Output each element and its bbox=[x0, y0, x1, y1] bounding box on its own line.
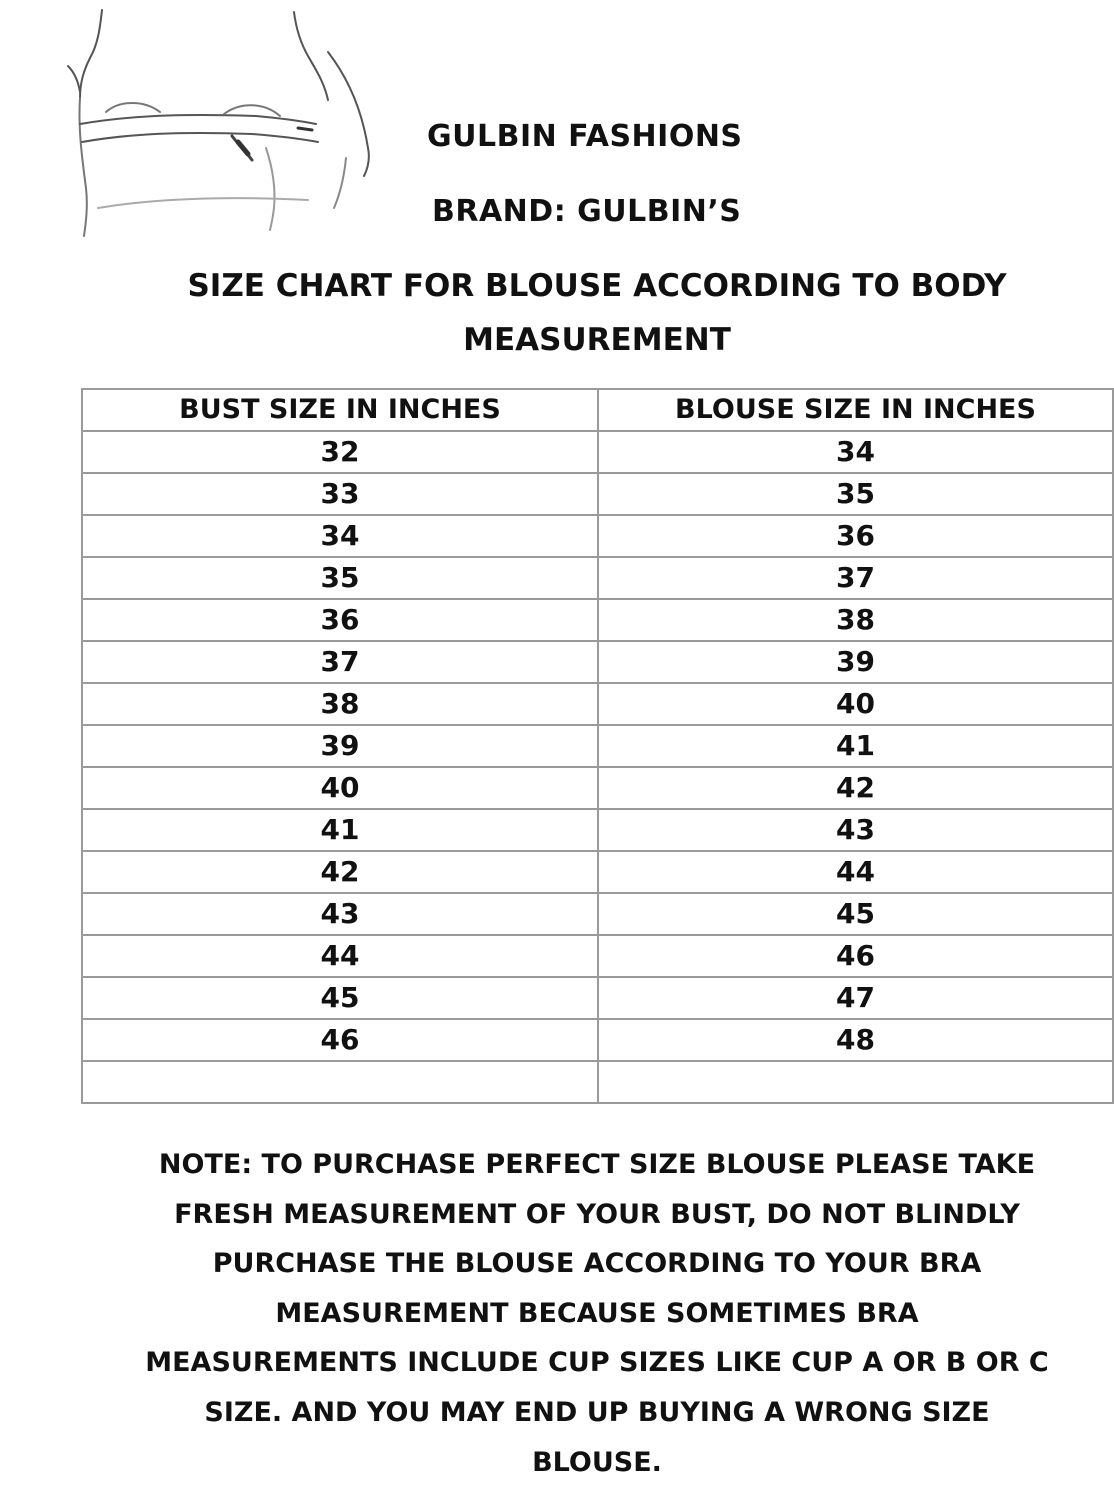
brand-name: BRAND: GULBIN’S bbox=[432, 194, 742, 229]
blouse-size-cell: 40 bbox=[598, 683, 1113, 725]
blouse-size-cell: 38 bbox=[598, 599, 1113, 641]
blouse-size-cell: 44 bbox=[598, 851, 1113, 893]
table-row bbox=[82, 893, 1113, 935]
blouse-size-cell: 41 bbox=[598, 725, 1113, 767]
note-line: FRESH MEASUREMENT OF YOUR BUST, DO NOT BLINDLY bbox=[174, 1198, 1020, 1230]
bust-size-cell: 46 bbox=[82, 1019, 598, 1061]
chart-title-line-2: MEASUREMENT bbox=[463, 322, 731, 358]
table-row bbox=[82, 515, 1113, 557]
table-row bbox=[82, 1019, 1113, 1061]
table-row bbox=[82, 683, 1113, 725]
column-header-blouse-size: BLOUSE SIZE IN INCHES bbox=[598, 389, 1113, 431]
bust-size-cell: 41 bbox=[82, 809, 598, 851]
table-row-empty bbox=[82, 1061, 1113, 1103]
bust-size-cell: 33 bbox=[82, 473, 598, 515]
note-line: PURCHASE THE BLOUSE ACCORDING TO YOUR BRA bbox=[212, 1248, 982, 1280]
blouse-size-cell: 37 bbox=[598, 557, 1113, 599]
bust-size-cell: 34 bbox=[82, 515, 598, 557]
table-row bbox=[82, 599, 1113, 641]
bust-size-cell: 38 bbox=[82, 683, 598, 725]
blouse-size-cell: 46 bbox=[598, 935, 1113, 977]
table-row bbox=[82, 851, 1113, 893]
column-header-bust-size: BUST SIZE IN INCHES bbox=[82, 389, 598, 431]
blouse-size-cell: 42 bbox=[598, 767, 1113, 809]
bust-size-cell: 40 bbox=[82, 767, 598, 809]
purchase-note bbox=[70, 1140, 1114, 1487]
blouse-size-cell: 39 bbox=[598, 641, 1113, 683]
table-row bbox=[82, 641, 1113, 683]
bust-size-cell: 45 bbox=[82, 977, 598, 1019]
table-row bbox=[82, 557, 1113, 599]
bust-size-cell: 35 bbox=[82, 557, 598, 599]
note-line: MEASUREMENT BECAUSE SOMETIMES BRA bbox=[275, 1297, 919, 1329]
table-row bbox=[82, 431, 1113, 473]
blouse-size-cell: 34 bbox=[598, 431, 1113, 473]
blouse-size-cell: 47 bbox=[598, 977, 1113, 1019]
blouse-size-cell: 45 bbox=[598, 893, 1113, 935]
blouse-size-cell: 43 bbox=[598, 809, 1113, 851]
bust-size-cell bbox=[82, 1061, 598, 1103]
bust-size-cell: 42 bbox=[82, 851, 598, 893]
table-row bbox=[82, 935, 1113, 977]
bust-size-cell: 39 bbox=[82, 725, 598, 767]
blouse-size-cell: 36 bbox=[598, 515, 1113, 557]
bust-size-cell: 43 bbox=[82, 893, 598, 935]
company-name: GULBIN FASHIONS bbox=[427, 119, 743, 154]
bust-size-cell: 32 bbox=[82, 431, 598, 473]
bust-size-cell: 37 bbox=[82, 641, 598, 683]
size-chart-table bbox=[81, 388, 1114, 1104]
bust-measurement-sketch-icon bbox=[28, 8, 378, 243]
blouse-size-cell: 48 bbox=[598, 1019, 1113, 1061]
note-line: BLOUSE. bbox=[532, 1446, 662, 1478]
table-row bbox=[82, 809, 1113, 851]
bust-size-cell: 44 bbox=[82, 935, 598, 977]
note-line: SIZE. AND YOU MAY END UP BUYING A WRONG SIZE bbox=[204, 1396, 990, 1428]
table-row bbox=[82, 977, 1113, 1019]
table-row bbox=[82, 473, 1113, 515]
blouse-size-cell bbox=[598, 1061, 1113, 1103]
note-line: NOTE: TO PURCHASE PERFECT SIZE BLOUSE PLEASE TAKE bbox=[158, 1149, 1036, 1180]
bust-size-cell: 36 bbox=[82, 599, 598, 641]
table-row bbox=[82, 725, 1113, 767]
blouse-size-cell: 35 bbox=[598, 473, 1113, 515]
note-line: MEASUREMENTS INCLUDE CUP SIZES LIKE CUP A OR B OR C bbox=[145, 1347, 1049, 1379]
chart-title-line-1: SIZE CHART FOR BLOUSE ACCORDING TO BODY bbox=[187, 268, 1007, 304]
table-row bbox=[82, 767, 1113, 809]
table-header-row bbox=[82, 389, 1113, 431]
